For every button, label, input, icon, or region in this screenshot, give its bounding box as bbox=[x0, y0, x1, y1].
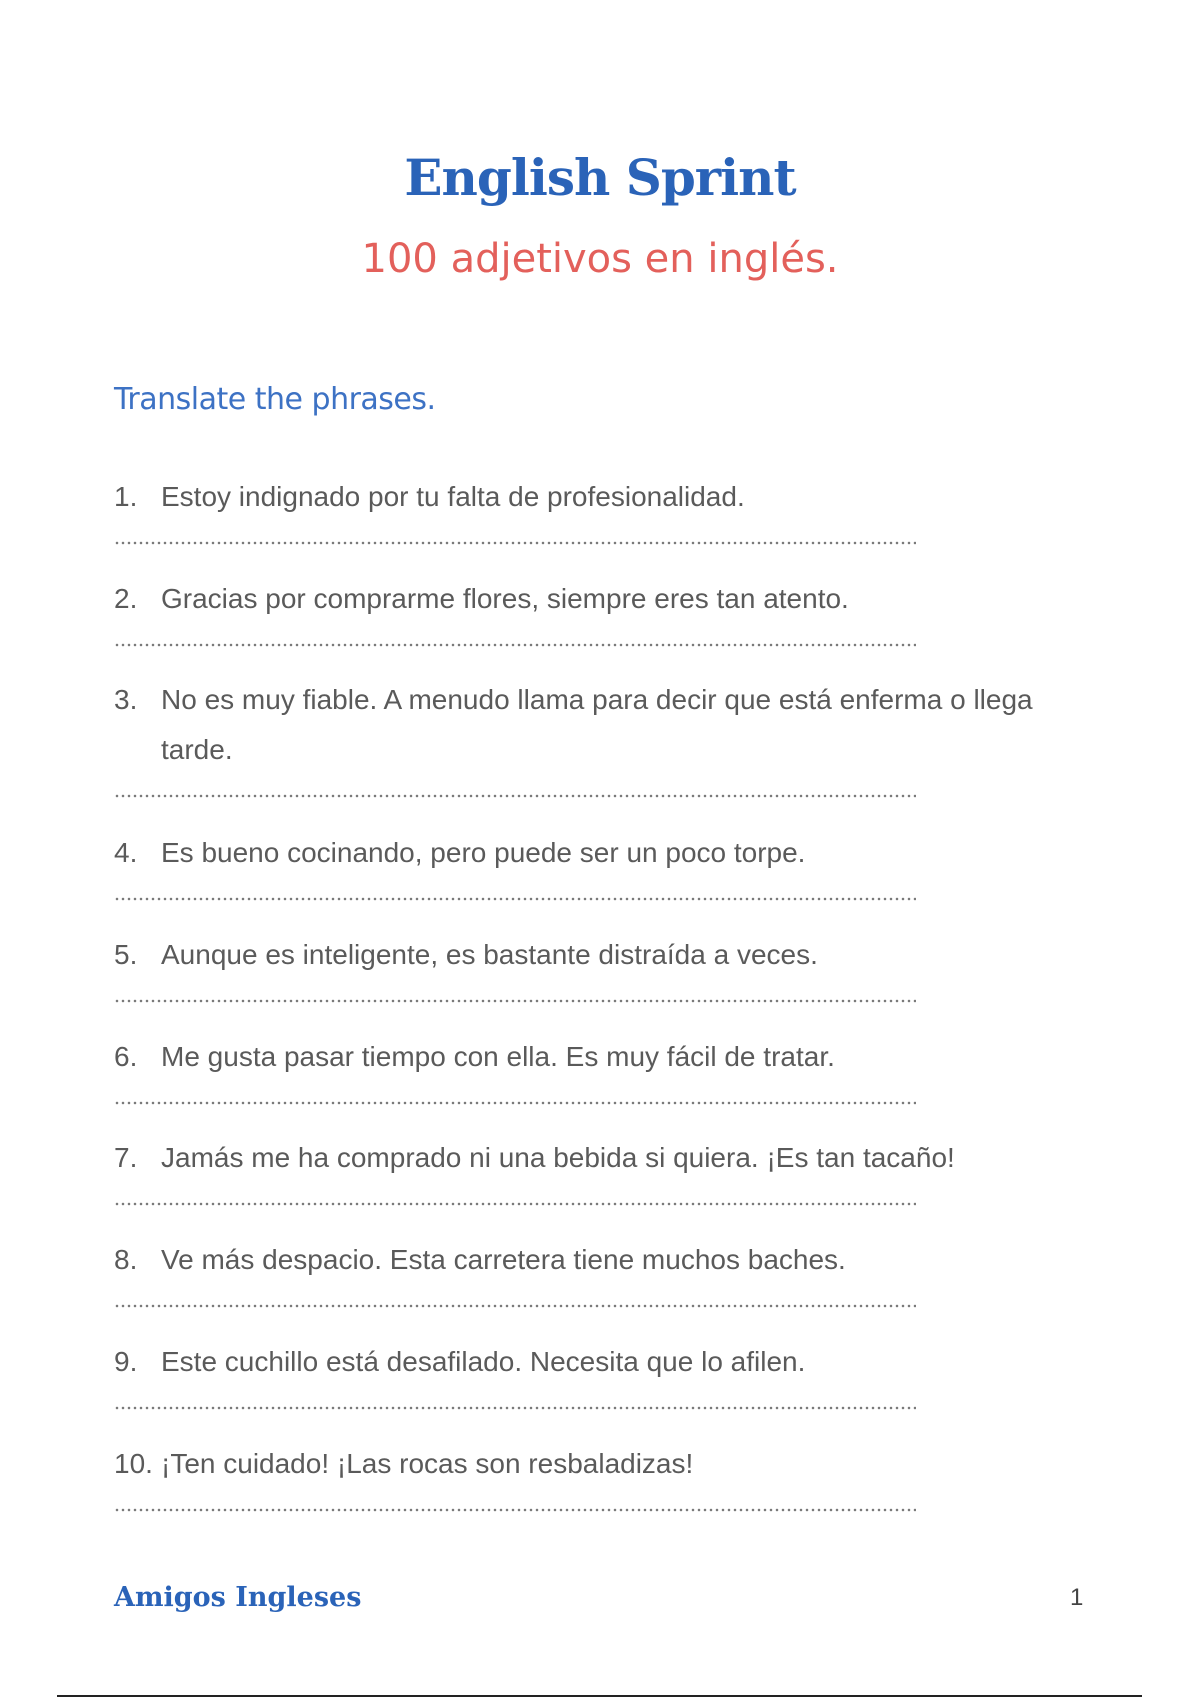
exercise-item-3 bbox=[114, 675, 1054, 799]
exercise-number: 8. bbox=[114, 1244, 138, 1275]
exercise-text: Gracias por comprarme flores, siempre eres tan atento. bbox=[161, 583, 849, 614]
exercise-text: Ve más despacio. Esta carretera tiene muchos baches. bbox=[161, 1244, 846, 1275]
exercise-sentence bbox=[114, 930, 1054, 980]
exercise-item-8 bbox=[114, 1235, 1054, 1309]
answer-line[interactable] bbox=[114, 1201, 916, 1207]
exercise-sentence bbox=[114, 828, 1054, 878]
exercise-number: 7. bbox=[114, 1142, 138, 1173]
answer-line[interactable] bbox=[114, 896, 916, 902]
answer-line[interactable] bbox=[114, 540, 916, 546]
exercise-text: No es muy fiable. A menudo llama para decir que está enferma o llega tarde. bbox=[161, 684, 1033, 765]
exercise-text: Es bueno cocinando, pero puede ser un poco torpe. bbox=[161, 837, 806, 868]
exercise-item-2 bbox=[114, 574, 1054, 648]
exercise-sentence bbox=[114, 1439, 1054, 1489]
exercise-number: 1. bbox=[114, 481, 138, 512]
exercise-number: 9. bbox=[114, 1346, 138, 1377]
exercise-sentence bbox=[114, 1337, 1054, 1387]
exercise-sentence bbox=[114, 574, 1054, 624]
exercise-number: 6. bbox=[114, 1041, 138, 1072]
answer-line[interactable] bbox=[114, 1405, 916, 1411]
exercise-sentence bbox=[114, 472, 1054, 522]
exercise-item-5 bbox=[114, 930, 1054, 1004]
bottom-divider bbox=[57, 1695, 1142, 1697]
exercise-item-4 bbox=[114, 828, 1054, 902]
exercise-number: 4. bbox=[114, 837, 138, 868]
exercise-number: 2. bbox=[114, 583, 138, 614]
exercise-text: Este cuchillo está desafilado. Necesita que lo afilen. bbox=[161, 1346, 806, 1377]
answer-line[interactable] bbox=[114, 1303, 916, 1309]
exercise-text: Aunque es inteligente, es bastante distraída a veces. bbox=[161, 939, 818, 970]
exercise-sentence bbox=[114, 1032, 1054, 1082]
page-subtitle: 100 adjetivos en inglés. bbox=[361, 236, 839, 282]
exercise-item-10 bbox=[114, 1439, 1054, 1513]
exercise-number: 10. bbox=[114, 1448, 153, 1479]
exercise-item-6 bbox=[114, 1032, 1054, 1106]
exercise-text: ¡Ten cuidado! ¡Las rocas son resbaladizas! bbox=[161, 1448, 694, 1479]
page-number: 1 bbox=[1070, 1584, 1084, 1611]
footer-brand: Amigos Ingleses bbox=[114, 1582, 362, 1613]
exercise-text: Jamás me ha comprado ni una bebida si quiera. ¡Es tan tacaño! bbox=[161, 1142, 955, 1173]
answer-line[interactable] bbox=[114, 642, 916, 648]
exercise-sentence bbox=[114, 1133, 1054, 1183]
exercise-item-9 bbox=[114, 1337, 1054, 1411]
answer-line[interactable] bbox=[114, 998, 916, 1004]
answer-line[interactable] bbox=[114, 1100, 916, 1106]
page-title: English Sprint bbox=[404, 148, 796, 207]
instruction-heading: Translate the phrases. bbox=[114, 382, 436, 417]
exercise-sentence bbox=[114, 675, 1054, 775]
answer-line[interactable] bbox=[114, 1507, 916, 1513]
exercise-text: Estoy indignado por tu falta de profesionalidad. bbox=[161, 481, 745, 512]
exercise-item-7 bbox=[114, 1133, 1054, 1207]
exercise-item-1 bbox=[114, 472, 1054, 546]
exercise-number: 3. bbox=[114, 684, 138, 715]
exercise-text: Me gusta pasar tiempo con ella. Es muy fácil de tratar. bbox=[161, 1041, 835, 1072]
answer-line[interactable] bbox=[114, 793, 916, 799]
exercise-sentence bbox=[114, 1235, 1054, 1285]
exercise-number: 5. bbox=[114, 939, 138, 970]
